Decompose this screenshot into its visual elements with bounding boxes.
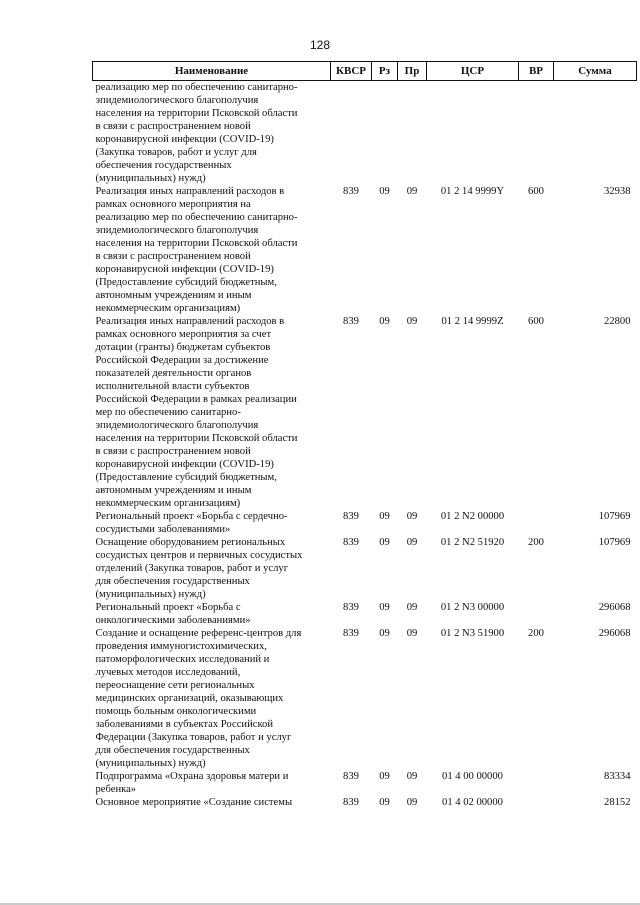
row-pr: 09 <box>406 602 418 613</box>
row-rz: 09 <box>379 537 390 548</box>
row-vr <box>519 796 554 809</box>
row-vr: 600 <box>528 186 544 197</box>
row-sum <box>554 81 637 186</box>
row-pr: 09 <box>406 628 418 639</box>
row-kvsr: 839 <box>343 797 359 808</box>
table-row <box>93 770 637 796</box>
row-name: Подпрограмма «Охрана здоровья матери и ребенка» <box>95 771 289 795</box>
row-csr: 01 4 02 00000 <box>442 797 503 808</box>
page-number: 128 <box>309 38 331 52</box>
row-vr <box>519 601 554 627</box>
table-row <box>93 796 637 809</box>
row-pr: 09 <box>406 511 418 522</box>
row-vr: 200 <box>528 537 544 548</box>
table-row <box>93 81 637 186</box>
row-rz: 09 <box>379 316 390 327</box>
table-row <box>93 315 637 510</box>
header-kvsr: КВСР <box>331 62 372 81</box>
budget-table <box>92 61 637 809</box>
row-csr: 01 2 N2 00000 <box>440 511 505 522</box>
row-vr: 600 <box>528 316 544 327</box>
row-csr: 01 2 N3 00000 <box>440 602 505 613</box>
row-sum: 107969 <box>598 537 631 548</box>
row-pr: 09 <box>406 537 418 548</box>
row-vr <box>519 510 554 536</box>
header-csr: ЦСР <box>427 62 519 81</box>
row-name: Создание и оснащение референс-центров для проведения иммуногистохимических, патоморфологических исследований и лучевых методов исследований, переоснащение сети региональных медицинских организаций, оказывающих помощь больным онкологическими заболеваниями в субъектах Российской Федерации (Закупка товаров, работ и услуг для обеспечения государственных (муниципальных) нужд) <box>95 628 302 769</box>
row-pr: 09 <box>406 316 418 327</box>
row-name: Региональный проект «Борьба с онкологическими заболеваниями» <box>95 602 251 626</box>
row-rz <box>372 81 398 186</box>
table-row <box>93 601 637 627</box>
row-csr: 01 4 00 00000 <box>442 771 503 782</box>
row-sum: 28152 <box>604 797 631 808</box>
row-kvsr: 839 <box>343 628 359 639</box>
header-name: Наименование <box>93 62 331 81</box>
row-name: реализацию мер по обеспечению санитарно- эпидемиологического благополучия населения на территории Псковской области в связи с распространением новой коронавирусной инфекции (COVID-19) (Закупка товаров, работ и услуг для обеспечения государственных (муниципальных) нужд) <box>95 82 298 184</box>
row-csr <box>427 81 519 186</box>
table-row <box>93 627 637 770</box>
row-rz: 09 <box>379 771 390 782</box>
table-row <box>93 510 637 536</box>
row-name: Региональный проект «Борьба с сердечно- сосудистыми заболеваниями» <box>95 511 288 535</box>
row-csr: 01 2 N2 51920 <box>440 537 505 548</box>
row-vr <box>519 81 554 186</box>
table-header-row <box>93 62 637 81</box>
row-sum: 296068 <box>598 602 631 613</box>
row-rz: 09 <box>379 797 390 808</box>
header-vr: ВР <box>519 62 554 81</box>
row-name: Основное мероприятие «Создание системы <box>95 797 293 808</box>
row-kvsr: 839 <box>343 771 359 782</box>
header-pr: Пр <box>398 62 427 81</box>
row-pr: 09 <box>406 797 418 808</box>
row-name: Оснащение оборудованием региональных сосудистых центров и первичных сосудистых отделений (Закупка товаров, работ и услуг для обеспечения государственных (муниципальных) нужд) <box>95 537 303 600</box>
row-kvsr: 839 <box>343 511 359 522</box>
row-kvsr <box>331 81 372 186</box>
row-sum: 22800 <box>604 316 631 327</box>
row-csr: 01 2 N3 51900 <box>440 628 505 639</box>
table-row <box>93 185 637 315</box>
row-sum: 83334 <box>604 771 631 782</box>
table-row <box>93 536 637 601</box>
row-pr: 09 <box>406 186 418 197</box>
row-vr <box>519 770 554 796</box>
header-rz: Рз <box>372 62 398 81</box>
row-rz: 09 <box>379 186 390 197</box>
row-kvsr: 839 <box>343 316 359 327</box>
row-name: Реализация иных направлений расходов в рамках основного мероприятия на реализацию мер по обеспечению санитарно- эпидемиологического благополучия населения на территории Псковской области в связи с распространением новой коронавирусной инфекции (COVID-19) (Предоставление субсидий бюджетным, автономным учреждениям и иным некоммерческим организациям) <box>95 186 298 314</box>
row-kvsr: 839 <box>343 186 359 197</box>
row-rz: 09 <box>379 628 390 639</box>
row-vr: 200 <box>528 628 544 639</box>
row-pr: 09 <box>406 771 418 782</box>
row-kvsr: 839 <box>343 602 359 613</box>
row-sum: 32938 <box>604 186 631 197</box>
row-sum: 107969 <box>598 511 631 522</box>
row-pr <box>398 81 427 186</box>
row-sum: 296068 <box>598 628 631 639</box>
row-csr: 01 2 14 9999Z <box>441 316 504 327</box>
row-rz: 09 <box>379 602 390 613</box>
row-rz: 09 <box>379 511 390 522</box>
header-sum: Сумма <box>554 62 637 81</box>
row-csr: 01 2 14 9999Y <box>440 186 505 197</box>
row-name: Реализация иных направлений расходов в рамках основного мероприятия за счет дотации (гранты) бюджетам субъектов Российской Федерации за достижение показателей деятельности органов исполнительной власти субъектов Российской Федерации в рамках реализации мер по обеспечению санитарно- эпидемиологического благополучия населения на территории Псковской области в связи с распространением новой коронавирусной инфекции (COVID-19) (Предоставление субсидий бюджетным, автономным учреждениям и иным некоммерческим организациям) <box>95 316 298 509</box>
row-kvsr: 839 <box>343 537 359 548</box>
